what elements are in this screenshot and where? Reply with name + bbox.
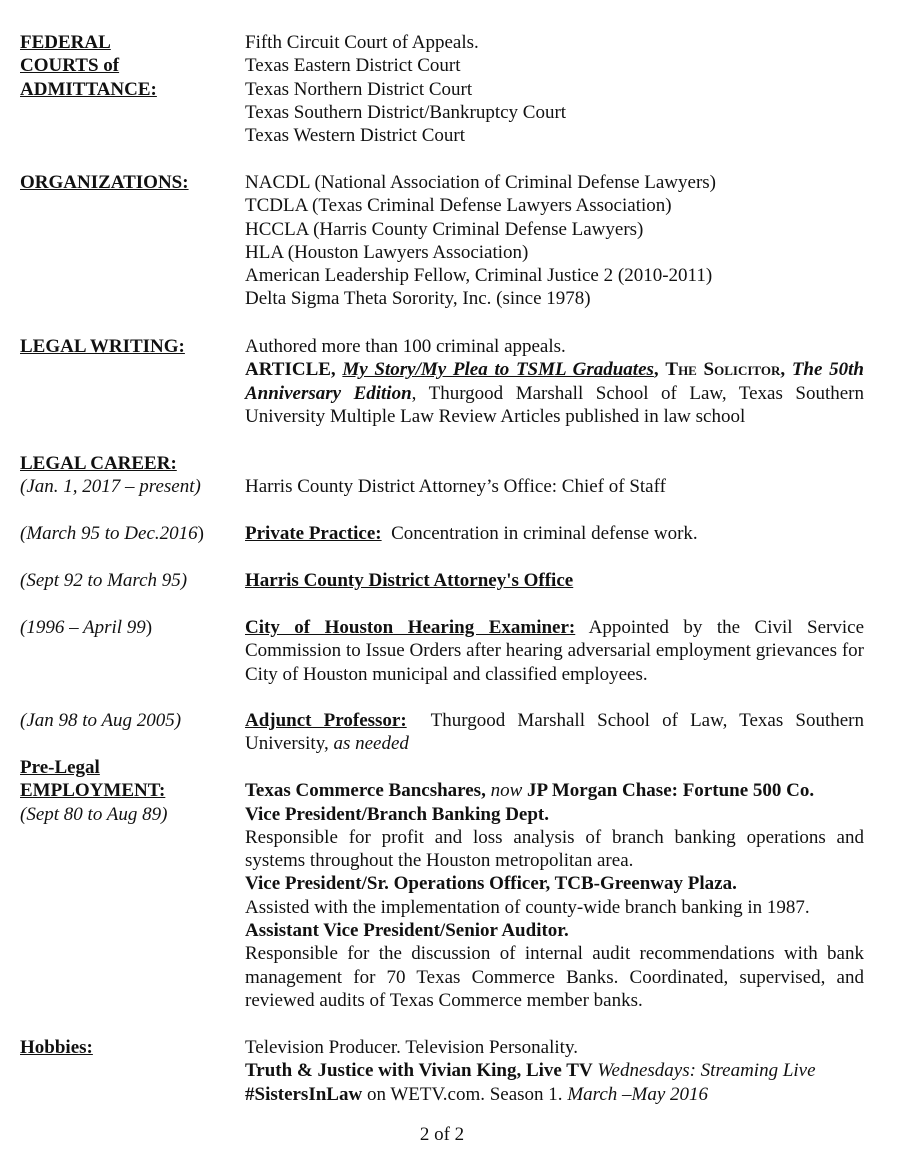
- network-line: [245, 1083, 864, 1106]
- entry-dates: (Jan. 1, 2017 – present): [20, 476, 201, 497]
- court-list: [245, 31, 864, 147]
- entry-text: Appointed by the Civil Service Commission to Issue Orders after hearing adversarial employment grievances for City of Houston municipal and classified employees.: [245, 617, 865, 685]
- section-label: ORGANIZATIONS:: [20, 172, 189, 193]
- entry-title: City of Houston Hearing Examiner:: [245, 617, 576, 638]
- company-line: [245, 779, 864, 802]
- entry-text: Concentration in criminal defense work.: [381, 523, 698, 544]
- season-dates: March –May 2016: [567, 1083, 709, 1105]
- article-rest: , Thurgood Marshall School of Law, Texas Southern University Multiple Law Review Articles published in law school: [245, 382, 864, 427]
- list-item: HLA (Houston Lawyers Association): [245, 241, 529, 263]
- show-schedule: Wednesdays: Streaming Live: [592, 1060, 816, 1082]
- entry-text-italic: as needed: [333, 733, 409, 755]
- article-paragraph: [245, 358, 864, 428]
- section-label: LEGAL WRITING:: [20, 336, 185, 357]
- appeals-line: Authored more than 100 criminal appeals.: [245, 336, 566, 357]
- company-name: Texas Commerce Bancshares,: [245, 780, 491, 802]
- entry-dates: [20, 522, 240, 545]
- list-item: HCCLA (Harris County Criminal Defense Lawyers): [245, 218, 644, 240]
- legal-writing-body: [245, 335, 864, 428]
- company-successor: JP Morgan Chase: Fortune 500 Co.: [522, 780, 815, 802]
- list-item: Fifth Circuit Court of Appeals.: [245, 32, 479, 53]
- label-line: FEDERAL: [20, 32, 111, 53]
- entry-body: [245, 522, 864, 545]
- role-description: Assisted with the implementation of county-wide branch banking in 1987.: [245, 896, 810, 918]
- entry-dates: (Jan 98 to Aug 2005): [20, 710, 182, 731]
- entry-dates-text: (March 95 to Dec.2016: [20, 523, 198, 544]
- employment-body: [245, 779, 864, 1012]
- show-line: [245, 1059, 864, 1082]
- list-item: Texas Northern District Court: [245, 78, 473, 100]
- entry-dates-close: ): [145, 617, 153, 638]
- list-item: Delta Sigma Theta Sorority, Inc. (since 1978): [245, 288, 591, 310]
- organization-list: [245, 171, 864, 311]
- list-item: TCDLA (Texas Criminal Defense Lawyers Association): [245, 195, 672, 217]
- publication-sep: ,: [780, 359, 792, 381]
- section-label: [20, 756, 240, 826]
- list-item: NACDL (National Association of Criminal Defense Lawyers): [245, 172, 717, 193]
- label-line: Pre-Legal: [20, 757, 100, 778]
- entry-dates: [20, 616, 240, 639]
- publication-name: The Solicitor: [665, 359, 781, 381]
- show-title: Truth & Justice with Vivian King, Live TV: [245, 1060, 593, 1082]
- label-line: EMPLOYMENT:: [20, 780, 166, 802]
- list-item: Texas Southern District/Bankruptcy Court: [245, 101, 567, 123]
- article-sep: ,: [653, 359, 666, 381]
- section-label: Hobbies:: [20, 1037, 93, 1058]
- entry-text: Harris County District Attorney’s Office: Chief of Staff: [245, 476, 666, 497]
- section-label: LEGAL CAREER:: [20, 453, 177, 474]
- section-label: [20, 31, 240, 101]
- entry-dates: (Sept 92 to March 95): [20, 570, 188, 591]
- page-number: 2 of 2: [419, 1124, 465, 1145]
- role-title: Vice President/Sr. Operations Officer, TCB-Greenway Plaza.: [245, 873, 737, 895]
- article-title: My Story/My Plea to TSML Graduates: [342, 359, 654, 381]
- entry-body: [245, 616, 864, 686]
- entry-dates-close: ): [197, 523, 204, 544]
- show-network: on WETV.com. Season 1.: [362, 1083, 568, 1105]
- entry-title: Harris County District Attorney's Office: [245, 570, 574, 591]
- hobbies-body: [245, 1036, 864, 1106]
- edition-name: The 50th Anniversary Edition: [245, 359, 864, 404]
- entry-text: Thurgood Marshall School of Law, Texas Southern University,: [245, 710, 869, 755]
- entry-dates: (Sept 80 to Aug 89): [20, 803, 168, 825]
- list-item: American Leadership Fellow, Criminal Justice 2 (2010-2011): [245, 265, 713, 287]
- entry-body: [245, 709, 869, 756]
- entry-title: Private Practice:: [245, 523, 382, 544]
- entry-dates-text: (1996 – April 99: [20, 617, 146, 638]
- article-prefix: ARTICLE,: [245, 359, 343, 381]
- label-line: COURTS of: [20, 55, 120, 77]
- entry-body: [245, 569, 864, 592]
- label-line: ADMITTANCE:: [20, 78, 157, 100]
- entry-title: Adjunct Professor:: [245, 710, 407, 731]
- hobbies-line: Television Producer. Television Personality.: [245, 1037, 578, 1058]
- list-item: Texas Eastern District Court: [245, 55, 461, 77]
- show-hashtag: #SistersInLaw: [245, 1083, 363, 1105]
- role-description: Responsible for the discussion of internal audit recommendations with bank management for 70 Texas Commerce Banks. Coordinated, supervised, and reviewed audits of Texas Commerce member banks.: [245, 943, 864, 1011]
- list-item: Texas Western District Court: [245, 125, 465, 147]
- role-title: Vice President/Branch Banking Dept.: [245, 803, 550, 825]
- role-description: Responsible for profit and loss analysis of branch banking operations and systems throughout the Houston metropolitan area.: [245, 826, 864, 872]
- role-title: Assistant Vice President/Senior Auditor.: [245, 920, 569, 942]
- company-now: now: [490, 780, 523, 802]
